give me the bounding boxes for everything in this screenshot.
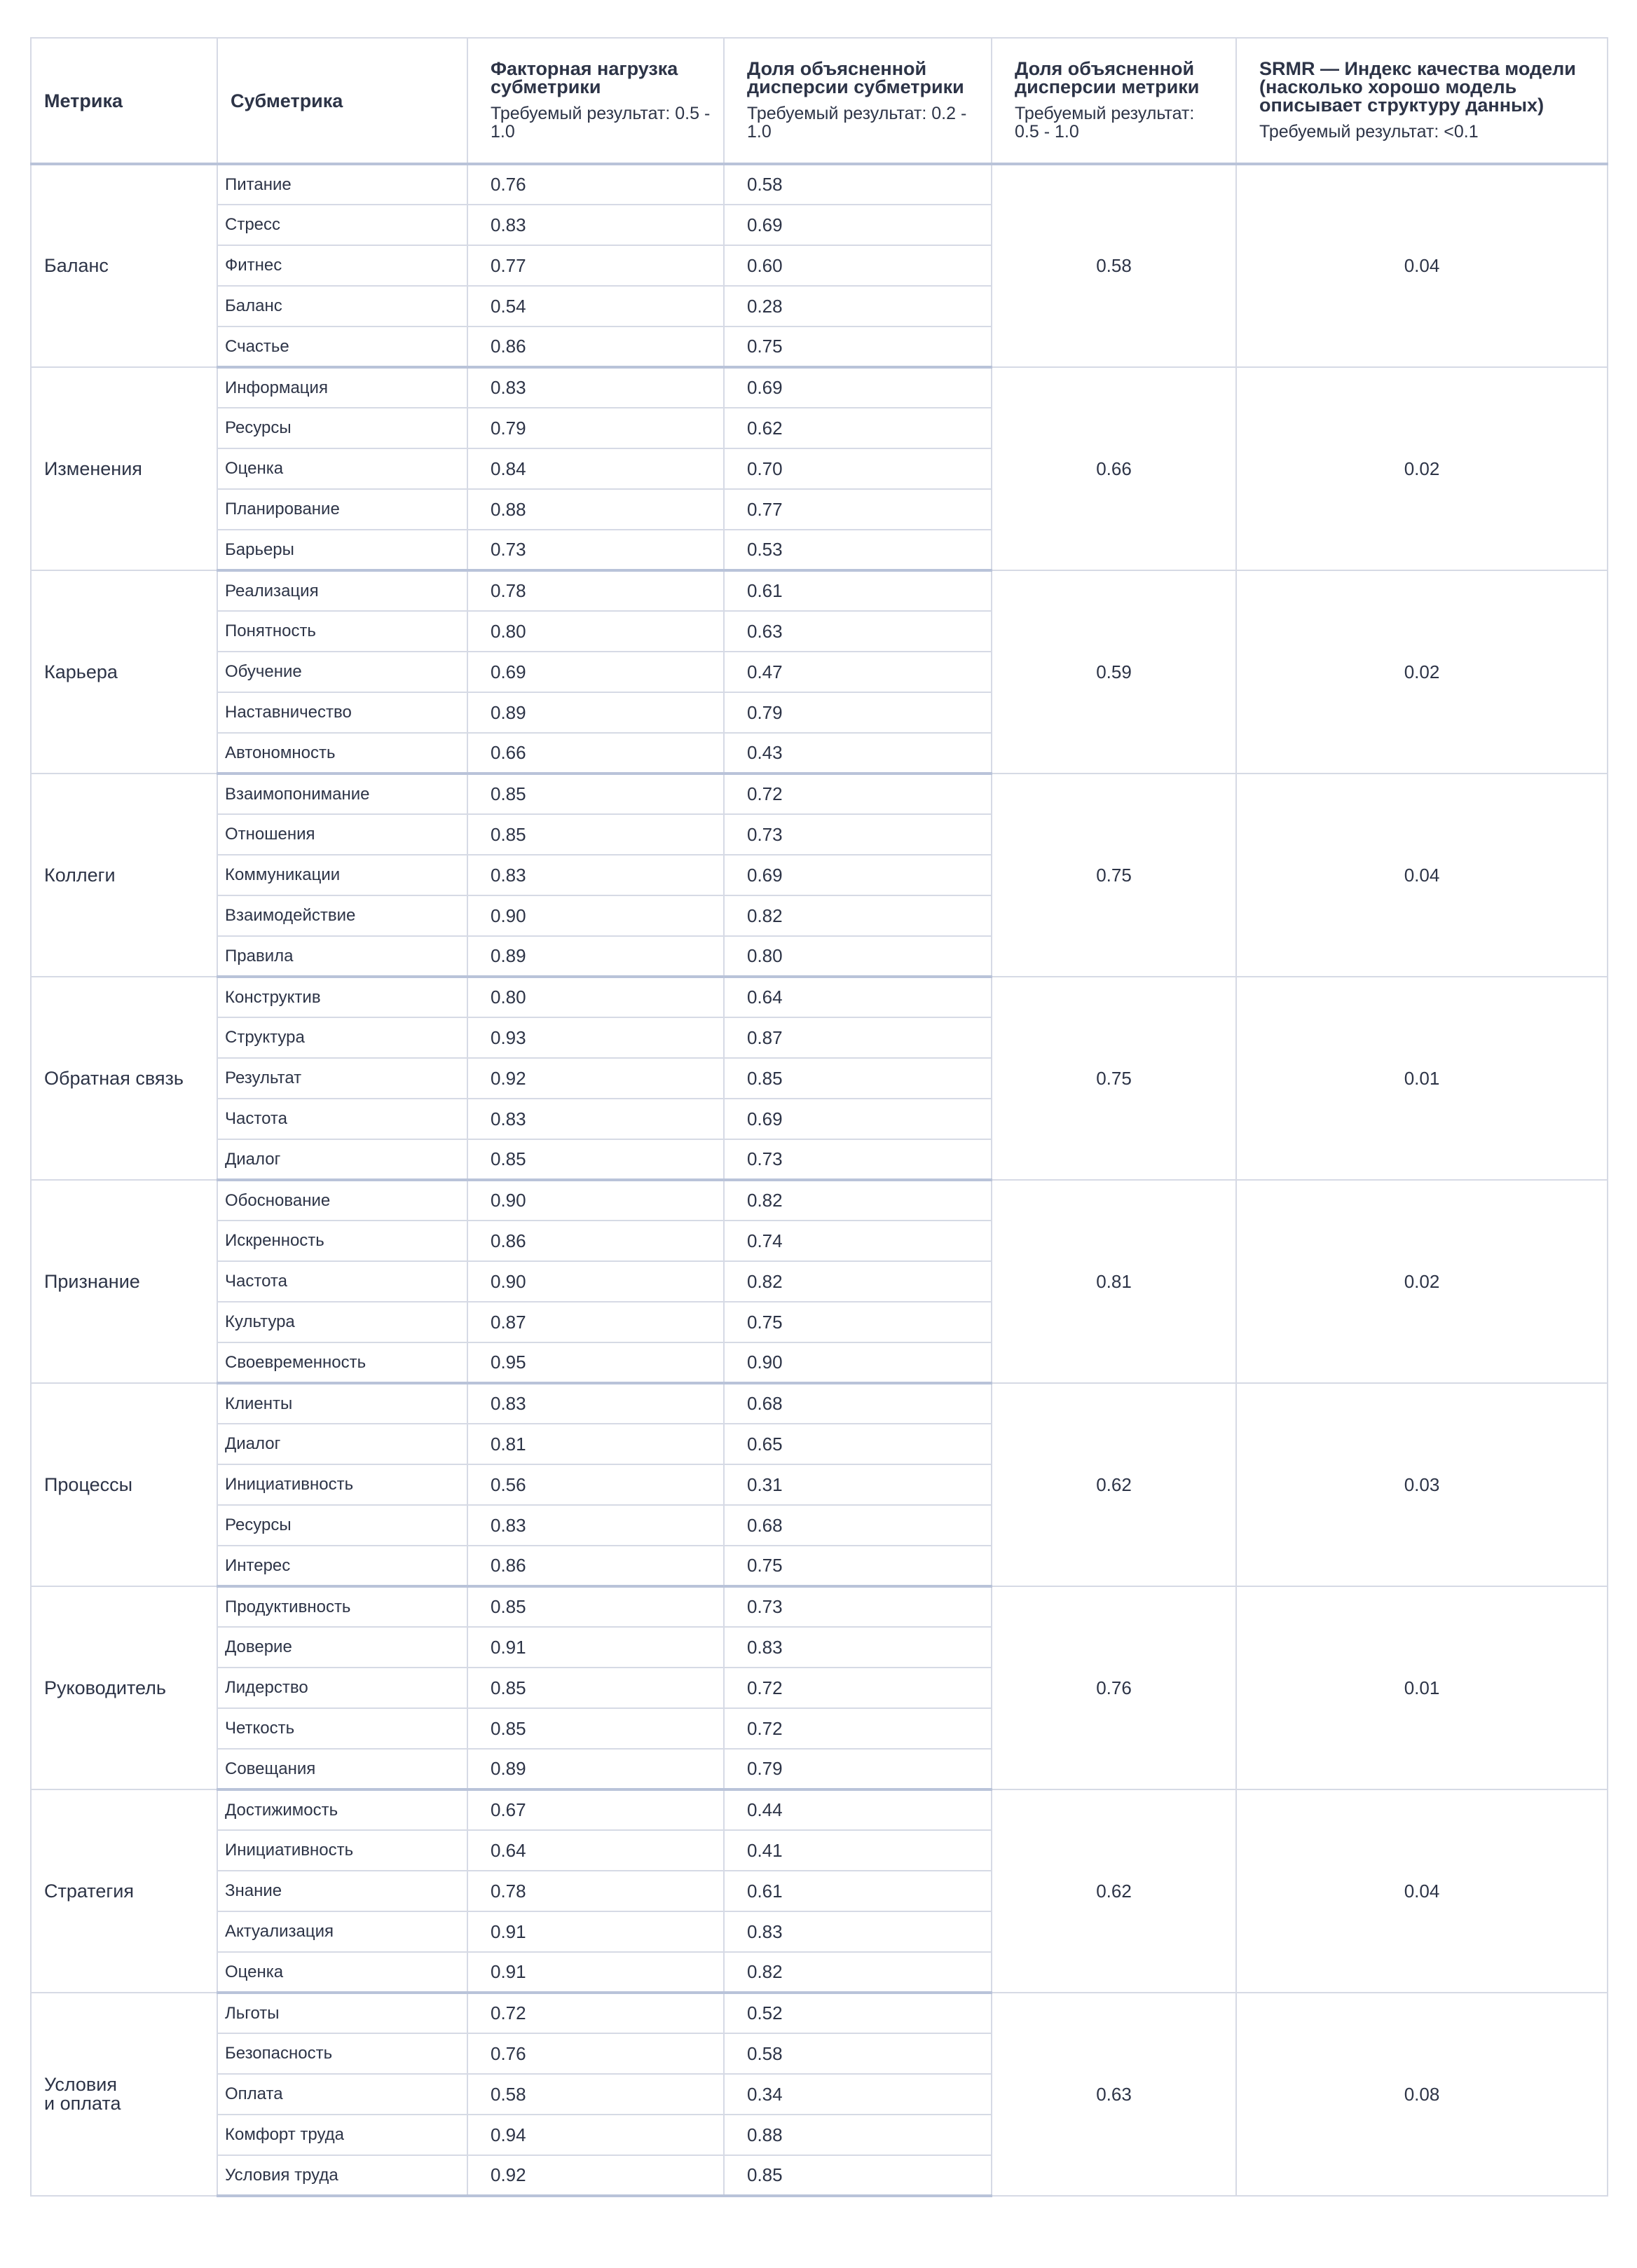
submetric-variance-value: 0.73	[724, 814, 992, 855]
table-row	[31, 164, 1608, 205]
submetric-name: Оплата	[217, 2074, 467, 2115]
table-row	[31, 1993, 1608, 2033]
submetric-variance-value: 0.68	[724, 1505, 992, 1546]
table-row	[31, 977, 1608, 1017]
table-row	[31, 1180, 1608, 1221]
submetric-variance-value: 0.61	[724, 1871, 992, 1911]
submetric-variance-value: 0.88	[724, 2115, 992, 2155]
factor-loading-value: 0.94	[467, 2115, 724, 2155]
factor-loading-value: 0.79	[467, 408, 724, 448]
submetric-variance-value: 0.72	[724, 1668, 992, 1708]
submetric-variance-value: 0.53	[724, 530, 992, 570]
submetric-name: Отношения	[217, 814, 467, 855]
submetric-name: Диалог	[217, 1139, 467, 1180]
submetric-name: Структура	[217, 1017, 467, 1058]
factor-loading-value: 0.85	[467, 1586, 724, 1627]
submetric-name: Оценка	[217, 1952, 467, 1993]
header-srmr-title: SRMR — Индекс качества модели (насколько хорошо модель описывает структуру данных)	[1259, 58, 1576, 116]
submetric-name: Счастье	[217, 327, 467, 367]
srmr-value: 0.04	[1236, 164, 1608, 367]
submetric-variance-value: 0.82	[724, 1180, 992, 1221]
submetric-variance-value: 0.62	[724, 408, 992, 448]
factor-loading-value: 0.92	[467, 2155, 724, 2196]
metric-name: Руководитель	[31, 1586, 217, 1789]
submetric-variance-value: 0.72	[724, 774, 992, 814]
header-sub-variance	[724, 38, 992, 164]
factor-loading-value: 0.83	[467, 1099, 724, 1139]
table-row	[31, 367, 1608, 408]
header-sub-variance-title: Доля объясненной дисперсии субметрики	[747, 58, 964, 97]
metric-name: Изменения	[31, 367, 217, 570]
factor-loading-value: 0.89	[467, 936, 724, 977]
table-row	[31, 774, 1608, 814]
srmr-value: 0.08	[1236, 1993, 1608, 2196]
submetric-name: Барьеры	[217, 530, 467, 570]
metric-variance-value: 0.75	[992, 774, 1236, 977]
submetric-name: Ресурсы	[217, 408, 467, 448]
factor-loading-value: 0.90	[467, 1261, 724, 1302]
factor-loading-value: 0.92	[467, 1058, 724, 1099]
metric-name: Стратегия	[31, 1789, 217, 1993]
factor-loading-value: 0.58	[467, 2074, 724, 2115]
metric-variance-value: 0.66	[992, 367, 1236, 570]
factor-loading-value: 0.85	[467, 774, 724, 814]
submetric-variance-value: 0.82	[724, 1952, 992, 1993]
submetric-variance-value: 0.28	[724, 286, 992, 327]
submetric-name: Конструктив	[217, 977, 467, 1017]
submetric-name: Правила	[217, 936, 467, 977]
submetric-name: Частота	[217, 1099, 467, 1139]
submetric-name: Продуктивность	[217, 1586, 467, 1627]
factor-loading-value: 0.83	[467, 367, 724, 408]
submetric-name: Совещания	[217, 1749, 467, 1789]
table-row	[31, 1789, 1608, 1830]
srmr-value: 0.04	[1236, 774, 1608, 977]
factor-loading-value: 0.86	[467, 327, 724, 367]
metric-name: Карьера	[31, 570, 217, 774]
submetric-name: Доверие	[217, 1627, 467, 1668]
submetric-variance-value: 0.74	[724, 1221, 992, 1261]
factor-loading-value: 0.91	[467, 1627, 724, 1668]
submetric-name: Планирование	[217, 489, 467, 530]
submetric-variance-value: 0.79	[724, 692, 992, 733]
srmr-value: 0.01	[1236, 977, 1608, 1180]
submetric-variance-value: 0.75	[724, 1302, 992, 1342]
metric-name: Обратная связь	[31, 977, 217, 1180]
factor-loading-value: 0.80	[467, 611, 724, 652]
factor-loading-value: 0.78	[467, 1871, 724, 1911]
submetric-name: Стресс	[217, 205, 467, 245]
factor-loading-value: 0.73	[467, 530, 724, 570]
submetric-variance-value: 0.87	[724, 1017, 992, 1058]
header-loading	[467, 38, 724, 164]
submetric-name: Ресурсы	[217, 1505, 467, 1546]
submetric-name: Обучение	[217, 652, 467, 692]
factor-loading-value: 0.66	[467, 733, 724, 774]
factor-loading-value: 0.83	[467, 855, 724, 895]
factor-loading-value: 0.90	[467, 1180, 724, 1221]
factor-loading-value: 0.90	[467, 895, 724, 936]
metric-name: Коллеги	[31, 774, 217, 977]
factor-loading-value: 0.81	[467, 1424, 724, 1464]
submetric-variance-value: 0.58	[724, 2033, 992, 2074]
factor-loading-value: 0.91	[467, 1952, 724, 1993]
srmr-value: 0.02	[1236, 367, 1608, 570]
submetric-name: Актуализация	[217, 1911, 467, 1952]
submetric-name: Частота	[217, 1261, 467, 1302]
submetric-variance-value: 0.69	[724, 1099, 992, 1139]
header-row	[31, 38, 1608, 164]
srmr-value: 0.02	[1236, 1180, 1608, 1383]
submetric-name: Комфорт труда	[217, 2115, 467, 2155]
submetric-variance-value: 0.73	[724, 1586, 992, 1627]
submetric-name: Оценка	[217, 448, 467, 489]
header-sub-variance-requirement: Требуемый результат: 0.2 - 1.0	[747, 104, 967, 142]
submetric-variance-value: 0.75	[724, 327, 992, 367]
submetric-variance-value: 0.60	[724, 245, 992, 286]
submetric-name: Искренность	[217, 1221, 467, 1261]
submetric-variance-value: 0.80	[724, 936, 992, 977]
submetric-variance-value: 0.69	[724, 205, 992, 245]
submetric-variance-value: 0.69	[724, 855, 992, 895]
submetric-variance-value: 0.47	[724, 652, 992, 692]
factor-loading-value: 0.72	[467, 1993, 724, 2033]
factor-loading-value: 0.87	[467, 1302, 724, 1342]
table-row	[31, 1383, 1608, 1424]
submetric-name: Знание	[217, 1871, 467, 1911]
factor-loading-value: 0.76	[467, 2033, 724, 2074]
metric-name: Баланс	[31, 164, 217, 367]
metric-variance-value: 0.62	[992, 1383, 1236, 1586]
header-metric-variance-title: Доля объясненной дисперсии метрики	[1015, 58, 1200, 97]
submetric-name: Взаимодействие	[217, 895, 467, 936]
submetric-name: Фитнес	[217, 245, 467, 286]
submetric-variance-value: 0.83	[724, 1627, 992, 1668]
metric-variance-value: 0.81	[992, 1180, 1236, 1383]
submetric-variance-value: 0.31	[724, 1464, 992, 1505]
metric-variance-value: 0.62	[992, 1789, 1236, 1993]
table-row	[31, 1586, 1608, 1627]
factor-loading-value: 0.78	[467, 570, 724, 611]
header-submetric: Субметрика	[217, 38, 467, 164]
submetric-variance-value: 0.61	[724, 570, 992, 611]
factor-loading-value: 0.77	[467, 245, 724, 286]
submetric-variance-value: 0.41	[724, 1830, 992, 1871]
submetric-variance-value: 0.34	[724, 2074, 992, 2115]
header-metric-variance	[992, 38, 1236, 164]
submetric-variance-value: 0.72	[724, 1708, 992, 1749]
submetric-name: Реализация	[217, 570, 467, 611]
submetric-name: Лидерство	[217, 1668, 467, 1708]
factor-loading-value: 0.86	[467, 1221, 724, 1261]
submetric-variance-value: 0.43	[724, 733, 992, 774]
metric-variance-value: 0.59	[992, 570, 1236, 774]
metric-variance-value: 0.76	[992, 1586, 1236, 1789]
submetric-name: Своевременность	[217, 1342, 467, 1383]
header-metric: Метрика	[31, 38, 217, 164]
submetric-variance-value: 0.73	[724, 1139, 992, 1180]
submetric-name: Диалог	[217, 1424, 467, 1464]
factor-loading-value: 0.86	[467, 1546, 724, 1586]
submetric-name: Условия труда	[217, 2155, 467, 2196]
submetric-variance-value: 0.79	[724, 1749, 992, 1789]
factor-loading-value: 0.64	[467, 1830, 724, 1871]
submetric-variance-value: 0.44	[724, 1789, 992, 1830]
submetric-variance-value: 0.75	[724, 1546, 992, 1586]
submetric-name: Результат	[217, 1058, 467, 1099]
submetric-name: Культура	[217, 1302, 467, 1342]
submetric-name: Интерес	[217, 1546, 467, 1586]
factor-loading-value: 0.85	[467, 1668, 724, 1708]
submetric-name: Баланс	[217, 286, 467, 327]
factor-loading-value: 0.67	[467, 1789, 724, 1830]
submetric-variance-value: 0.65	[724, 1424, 992, 1464]
submetric-variance-value: 0.64	[724, 977, 992, 1017]
header-loading-requirement: Требуемый результат: 0.5 - 1.0	[491, 104, 711, 142]
header-srmr	[1236, 38, 1608, 164]
submetric-variance-value: 0.82	[724, 1261, 992, 1302]
submetric-variance-value: 0.85	[724, 1058, 992, 1099]
factor-loading-value: 0.80	[467, 977, 724, 1017]
submetric-variance-value: 0.52	[724, 1993, 992, 2033]
submetric-variance-value: 0.85	[724, 2155, 992, 2196]
factor-loading-value: 0.89	[467, 1749, 724, 1789]
submetric-variance-value: 0.90	[724, 1342, 992, 1383]
factor-loading-value: 0.69	[467, 652, 724, 692]
factor-loading-value: 0.83	[467, 1505, 724, 1546]
factor-loading-value: 0.85	[467, 1708, 724, 1749]
submetric-variance-value: 0.77	[724, 489, 992, 530]
submetric-name: Обоснование	[217, 1180, 467, 1221]
factor-loading-value: 0.76	[467, 164, 724, 205]
factor-loading-value: 0.95	[467, 1342, 724, 1383]
submetric-name: Достижимость	[217, 1789, 467, 1830]
table-row	[31, 570, 1608, 611]
submetric-variance-value: 0.70	[724, 448, 992, 489]
submetric-name: Автономность	[217, 733, 467, 774]
submetric-variance-value: 0.68	[724, 1383, 992, 1424]
header-loading-title: Факторная нагрузка субметрики	[491, 58, 678, 97]
submetric-name: Наставничество	[217, 692, 467, 733]
metric-name: Условия и оплата	[31, 1993, 217, 2196]
factor-loading-value: 0.85	[467, 1139, 724, 1180]
submetric-name: Понятность	[217, 611, 467, 652]
factor-loading-value: 0.56	[467, 1464, 724, 1505]
submetric-name: Питание	[217, 164, 467, 205]
srmr-value: 0.02	[1236, 570, 1608, 774]
submetric-name: Четкость	[217, 1708, 467, 1749]
factor-loading-value: 0.85	[467, 814, 724, 855]
submetric-variance-value: 0.58	[724, 164, 992, 205]
submetric-name: Инициативность	[217, 1464, 467, 1505]
submetric-name: Информация	[217, 367, 467, 408]
metric-variance-value: 0.58	[992, 164, 1236, 367]
srmr-value: 0.01	[1236, 1586, 1608, 1789]
table-body	[31, 164, 1608, 2196]
submetric-name: Клиенты	[217, 1383, 467, 1424]
header-srmr-requirement: Требуемый результат: <0.1	[1259, 122, 1479, 142]
factor-loading-value: 0.93	[467, 1017, 724, 1058]
submetric-variance-value: 0.83	[724, 1911, 992, 1952]
factor-loading-value: 0.83	[467, 1383, 724, 1424]
submetric-variance-value: 0.63	[724, 611, 992, 652]
factor-loading-value: 0.88	[467, 489, 724, 530]
submetric-name: Инициативность	[217, 1830, 467, 1871]
header-metric-variance-requirement: Требуемый результат: 0.5 - 1.0	[1015, 104, 1195, 142]
submetric-name: Коммуникации	[217, 855, 467, 895]
factor-loading-value: 0.83	[467, 205, 724, 245]
factor-loading-value: 0.54	[467, 286, 724, 327]
factor-loading-value: 0.89	[467, 692, 724, 733]
model-quality-table	[30, 37, 1608, 2197]
srmr-value: 0.03	[1236, 1383, 1608, 1586]
submetric-variance-value: 0.69	[724, 367, 992, 408]
srmr-value: 0.04	[1236, 1789, 1608, 1993]
submetric-variance-value: 0.82	[724, 895, 992, 936]
metric-variance-value: 0.75	[992, 977, 1236, 1180]
factor-loading-value: 0.84	[467, 448, 724, 489]
metric-name: Признание	[31, 1180, 217, 1383]
submetric-name: Безопасность	[217, 2033, 467, 2074]
metric-name: Процессы	[31, 1383, 217, 1586]
submetric-name: Льготы	[217, 1993, 467, 2033]
submetric-name: Взаимопонимание	[217, 774, 467, 814]
metric-variance-value: 0.63	[992, 1993, 1236, 2196]
factor-loading-value: 0.91	[467, 1911, 724, 1952]
